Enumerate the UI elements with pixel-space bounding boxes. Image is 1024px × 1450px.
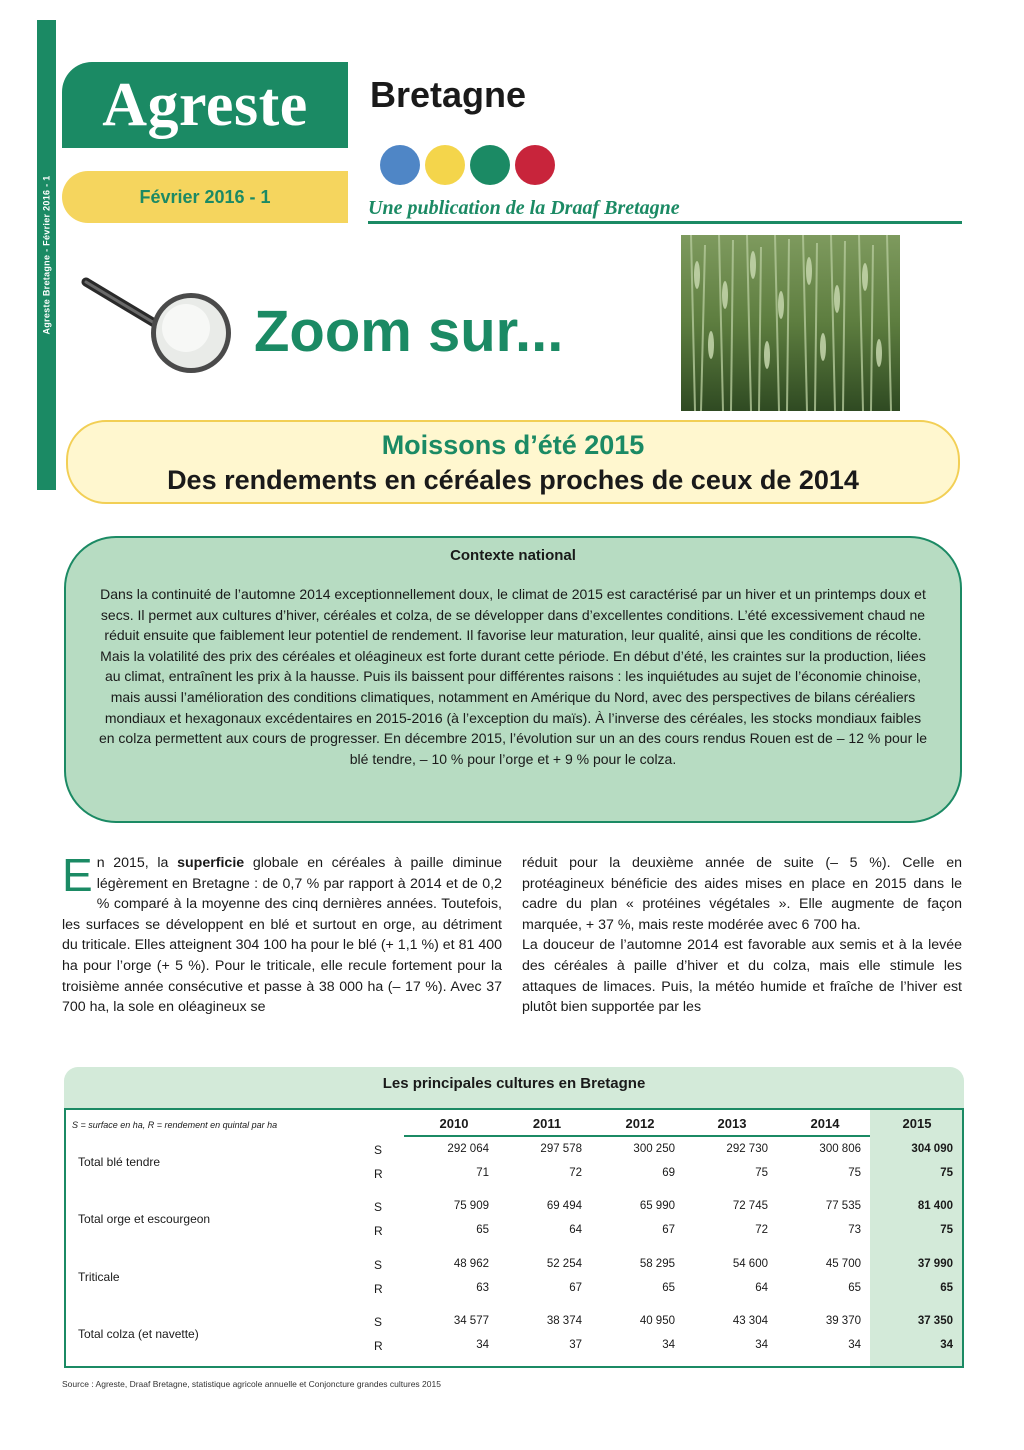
table-cell: 69 bbox=[662, 1167, 675, 1179]
table-cell: 34 577 bbox=[453, 1315, 489, 1327]
row-label: Triticale bbox=[78, 1270, 120, 1284]
context-title: Contexte national bbox=[450, 547, 576, 564]
table-cell: 37 990 bbox=[917, 1258, 953, 1270]
table-cell: 75 bbox=[940, 1167, 953, 1179]
table-cell: 37 bbox=[569, 1339, 582, 1351]
table-cell: 48 962 bbox=[453, 1258, 489, 1270]
red-dot-icon bbox=[515, 145, 555, 185]
table-cell: 75 909 bbox=[453, 1200, 489, 1212]
year-header-4: 2014 bbox=[810, 1116, 840, 1131]
table-cell: 38 374 bbox=[546, 1315, 582, 1327]
issue-badge bbox=[62, 171, 348, 223]
table-cell: 39 370 bbox=[825, 1315, 861, 1327]
publication-line: Une publication de la Draaf Bretagne bbox=[368, 197, 680, 219]
headline-box bbox=[66, 420, 960, 504]
row-label: Total colza (et navette) bbox=[78, 1327, 199, 1341]
article-text-bold: superficie bbox=[177, 855, 245, 871]
year-header-5: 2015 bbox=[902, 1116, 932, 1131]
table-cell: 77 535 bbox=[825, 1200, 861, 1212]
measure-label-s: S bbox=[374, 1258, 383, 1272]
publication-rule bbox=[368, 221, 962, 224]
table-cell: 67 bbox=[569, 1282, 582, 1294]
table-cell: 69 494 bbox=[546, 1200, 582, 1212]
table-cell: 75 bbox=[755, 1167, 768, 1179]
context-box bbox=[64, 536, 962, 823]
headline-subtitle: Moissons d’été 2015 bbox=[381, 430, 645, 460]
table-cell: 297 578 bbox=[540, 1143, 582, 1155]
article-text-b: globale en céréales à paille diminue légèrement en Bretagne : de 0,7 % par rapport à 2014 et de 0,2 % comparé à la moyenne des cinq dernières années. Toutefois, les surfaces se développent en blé et surtout en orge, au détriment du triticale. Elles atteignent 304 100 ha pour le blé (+ 1,1 %) et 81 400 ha pour l’orge (+ 5 %). Pour le triticale, elle recule fortement pour la troisième année consécutive et passe à 38 000 ha (– 17 %). Avec 37 700 ha, la sole en oléagineux se bbox=[62, 855, 503, 1016]
table-cell: 72 745 bbox=[732, 1200, 768, 1212]
article-text-a: n 2015, la bbox=[96, 855, 178, 871]
table-source: Source : Agreste, Draaf Bretagne, statistique agricole annuelle et Conjoncture grandes cultures 2015 bbox=[62, 1379, 441, 1389]
measure-label-s: S bbox=[374, 1143, 383, 1157]
green-dot-icon bbox=[470, 145, 510, 185]
table-header-rule bbox=[404, 1135, 870, 1137]
table-cell: 300 250 bbox=[633, 1143, 675, 1155]
table-cell: 292 730 bbox=[726, 1143, 768, 1155]
table-cell: 65 990 bbox=[639, 1200, 675, 1212]
row-label: Total orge et escourgeon bbox=[78, 1212, 211, 1226]
year-header-1: 2011 bbox=[532, 1116, 562, 1131]
context-text: Dans la continuité de l’automne 2014 exceptionnellement doux, le climat de 2015 est caractérisé par un hiver et un printemps doux et secs. Il permet aux cultures d’hiver, céréales et colza, de se développer dans d’excellentes conditions. L’été excessivement chaud ne réduit ensuite que faiblement leur potentiel de rendement. Il favorise leur maturation, leur qualité, ainsi que les conditions de récolte. Mais la volatilité des prix des céréales et oléagineux est forte durant cette période. En début d’été, les craintes sur la production, liées au climat, entraînent les prix à la hausse. Puis ils baissent pour différentes raisons : les inquiétudes au sujet de l’économie chinoise, mais aussi l’amélioration des conditions climatiques, notamment en Amérique du Nord, avec des perspectives de bilans céréaliers mondiaux et hexagonaux excédentaires en 2015-2016 (à l’exception du maïs). À l’inverse des céréales, les stocks mondiaux faibles en colza permettent aux cours de progresser. En décembre 2015, l’évolution sur un an des cours rendus Rouen est de – 12 % pour le blé tendre, – 10 % pour l’orge et + 9 % pour le colza. bbox=[98, 586, 928, 767]
magnifier-icon bbox=[78, 268, 238, 378]
table-cell: 67 bbox=[662, 1224, 675, 1236]
table-cell: 300 806 bbox=[819, 1143, 861, 1155]
article-column-left bbox=[62, 849, 503, 1018]
side-strip-label: Agreste Bretagne - Février 2016 - 1 bbox=[41, 175, 52, 335]
issue-text: Février 2016 - 1 bbox=[139, 186, 271, 207]
table-cell: 65 bbox=[662, 1282, 675, 1294]
table-cell: 63 bbox=[476, 1282, 489, 1294]
table-cell: 52 254 bbox=[546, 1258, 582, 1270]
table-cell: 34 bbox=[476, 1339, 489, 1351]
table-cell: 292 064 bbox=[447, 1143, 489, 1155]
table-cell: 72 bbox=[569, 1167, 582, 1179]
agreste-logo bbox=[62, 62, 348, 148]
measure-label-r: R bbox=[374, 1282, 383, 1296]
table-cell: 64 bbox=[569, 1224, 582, 1236]
table-title: Les principales cultures en Bretagne bbox=[64, 1067, 964, 1109]
table-cell: 40 950 bbox=[639, 1315, 675, 1327]
table-cell: 43 304 bbox=[732, 1315, 768, 1327]
table-cell: 75 bbox=[848, 1167, 861, 1179]
table-cell: 65 bbox=[940, 1282, 953, 1294]
table-cell: 75 bbox=[940, 1224, 953, 1236]
headline-title: Des rendements en céréales proches de ceux de 2014 bbox=[167, 465, 859, 495]
blue-dot-icon bbox=[380, 145, 420, 185]
table-cell: 65 bbox=[848, 1282, 861, 1294]
measure-label-s: S bbox=[374, 1200, 383, 1214]
article-paragraph-2: La douceur de l’automne 2014 est favorable aux semis et à la levée des céréales à paille d’hiver et du colza, mais elle stimule les attaques de limaces. Puis, la météo humide et fraîche de l’hiver est plutôt bien supportée par les bbox=[522, 937, 962, 1016]
table-cell: 54 600 bbox=[732, 1258, 768, 1270]
year-header-2: 2012 bbox=[625, 1116, 655, 1131]
zoom-title: Zoom sur... bbox=[254, 299, 564, 364]
row-label: Total blé tendre bbox=[78, 1155, 161, 1169]
year-header-3: 2013 bbox=[717, 1116, 747, 1131]
table-cell: 73 bbox=[848, 1224, 861, 1236]
table-cell: 58 295 bbox=[639, 1258, 675, 1270]
wheat-field-photo bbox=[681, 235, 900, 411]
table-cell: 71 bbox=[476, 1167, 489, 1179]
year-header-0: 2010 bbox=[439, 1116, 469, 1131]
measure-label-r: R bbox=[374, 1167, 383, 1181]
measure-label-r: R bbox=[374, 1339, 383, 1353]
table-cell: 72 bbox=[755, 1224, 768, 1236]
table-cell: 304 090 bbox=[911, 1143, 953, 1155]
table-cell: 65 bbox=[476, 1224, 489, 1236]
table-cell: 45 700 bbox=[825, 1258, 861, 1270]
measure-label-s: S bbox=[374, 1315, 383, 1329]
dropcap: E bbox=[62, 849, 93, 901]
table-cell: 81 400 bbox=[917, 1200, 953, 1212]
table-legend: S = surface en ha, R = rendement en quintal par ha bbox=[72, 1120, 278, 1130]
logo-text: Agreste bbox=[102, 70, 308, 139]
article-paragraph-1: réduit pour la deuxième année de suite (– 5 %). Celle en protéagineux bénéficie des aides mises en place en 2015 dans le cadre du plan « protéines végétales ». Elle augmente de façon marquée, + 37 %, mais reste modérée avec 6 700 ha. bbox=[522, 855, 962, 933]
region-title: Bretagne bbox=[370, 74, 527, 115]
article-column-right bbox=[522, 853, 962, 1018]
yellow-dot-icon bbox=[425, 145, 465, 185]
table-cell: 34 bbox=[755, 1339, 768, 1351]
table-cell: 34 bbox=[662, 1339, 675, 1351]
measure-label-r: R bbox=[374, 1224, 383, 1238]
table-cell: 34 bbox=[848, 1339, 861, 1351]
table-cell: 37 350 bbox=[917, 1315, 953, 1327]
side-strip-text bbox=[37, 20, 56, 490]
table-cell: 34 bbox=[940, 1339, 953, 1351]
table-cell: 64 bbox=[755, 1282, 768, 1294]
